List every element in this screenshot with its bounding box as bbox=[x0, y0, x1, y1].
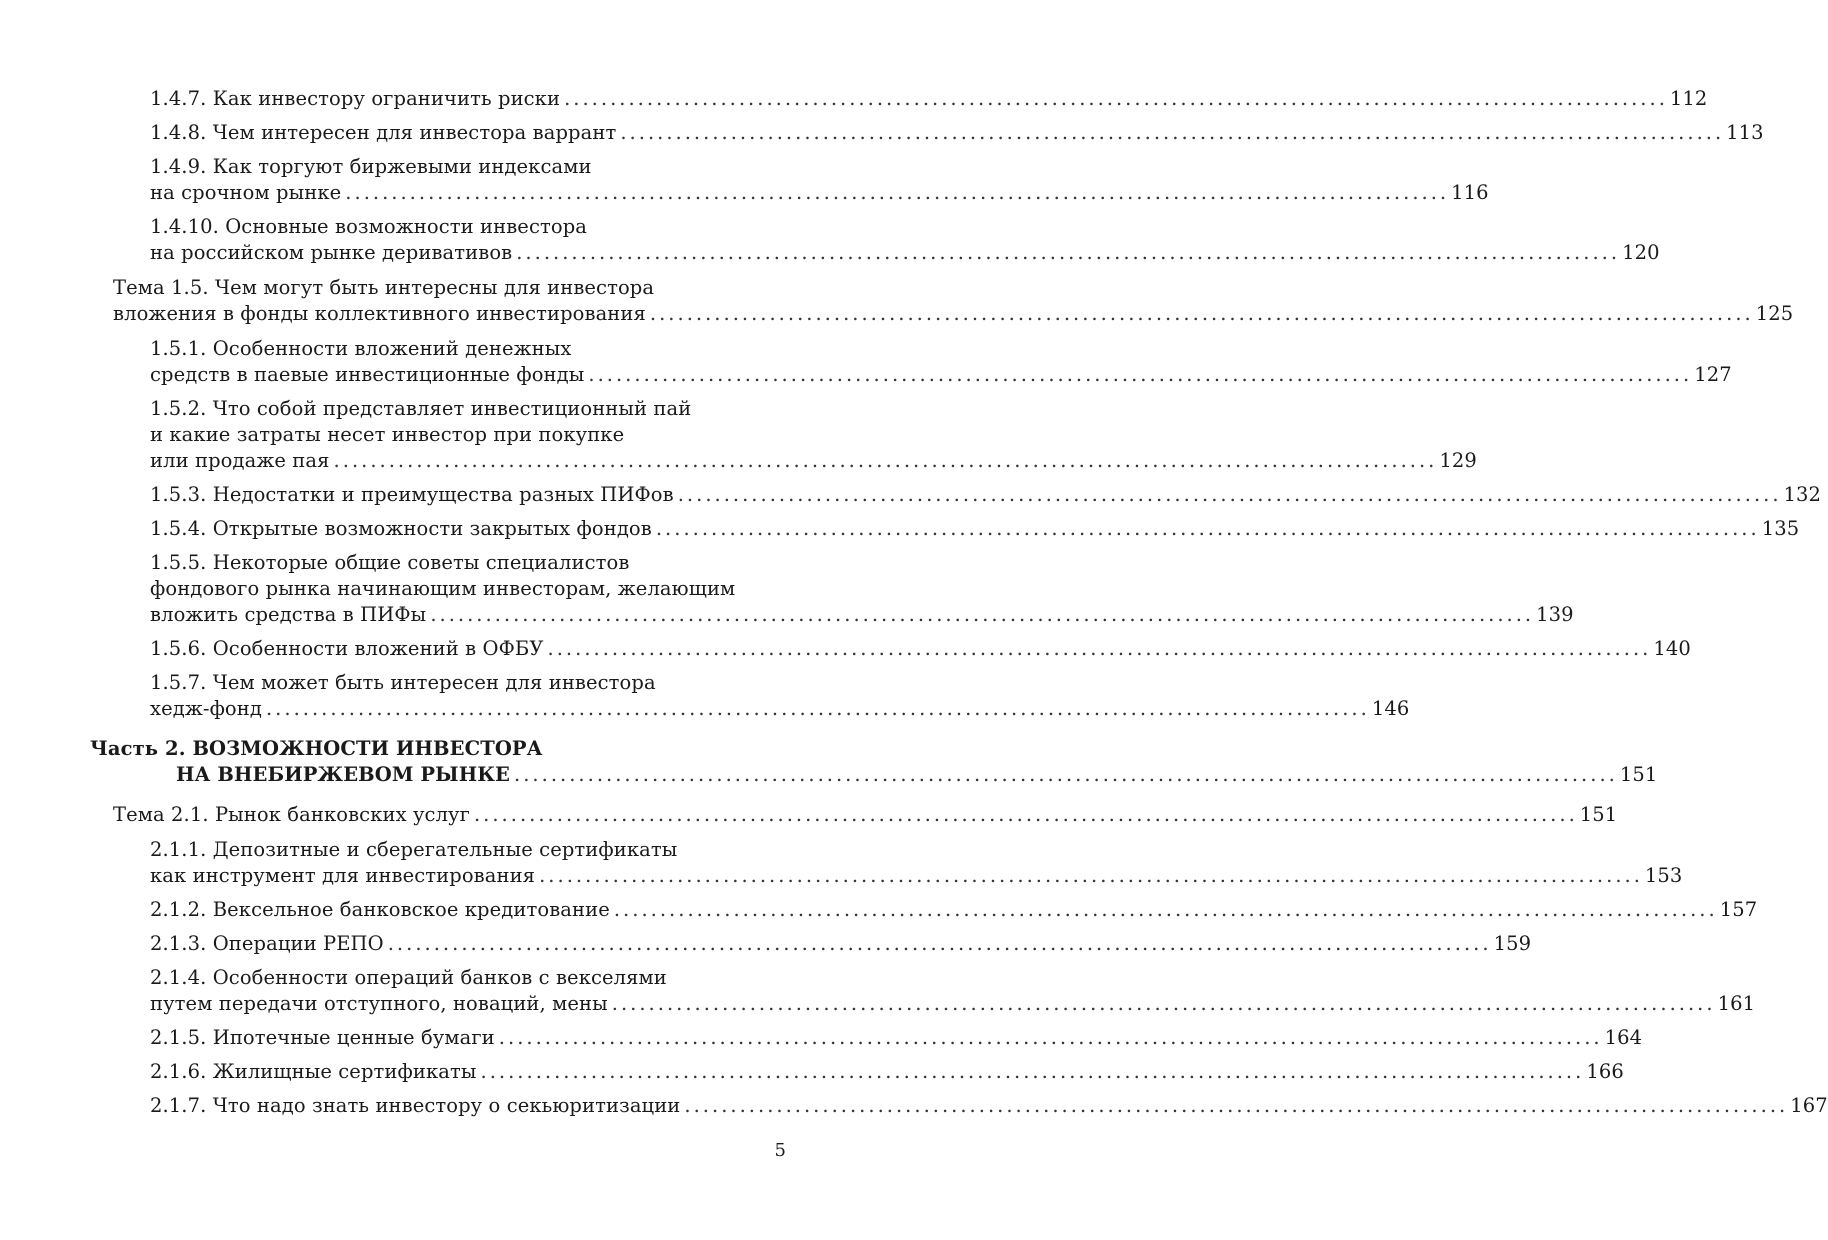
toc-section-entry[interactable] bbox=[150, 482, 1822, 508]
toc-entry-title-line: 2.1.1. Депозитные и сберегательные сертификаты bbox=[150, 838, 678, 861]
toc-section-entry[interactable] bbox=[150, 396, 1477, 474]
dot-leader: ........................................................................................................................ bbox=[620, 121, 1725, 144]
toc-entry-title-line: 1.5.1. Особенности вложений денежных bbox=[150, 337, 572, 360]
toc-entry-title-line: 2.1.2. Вексельное банковское кредитование bbox=[150, 898, 610, 921]
toc-entry-title-line: вложения в фонды коллективного инвестирования bbox=[113, 302, 646, 325]
toc-entry-page-number: 167 bbox=[1790, 1094, 1828, 1117]
dot-leader: ........................................................................................................................ bbox=[498, 1026, 1603, 1049]
toc-entry-page-number: 129 bbox=[1439, 449, 1477, 472]
toc-entry-page-number: 139 bbox=[1536, 603, 1574, 626]
toc-entry-page-number: 132 bbox=[1783, 483, 1822, 506]
toc-entry-title-line: вложить средства в ПИФы bbox=[150, 603, 427, 626]
dot-leader: ........................................................................................................................ bbox=[539, 864, 1643, 887]
toc-section-entry[interactable] bbox=[150, 1059, 1624, 1085]
toc-part-entry[interactable] bbox=[90, 736, 1658, 788]
dot-leader: ........................................................................................................................ bbox=[333, 449, 1438, 472]
toc-entry-page-number: 125 bbox=[1755, 302, 1794, 325]
toc-section-entry[interactable] bbox=[150, 516, 1800, 542]
toc-topic-entry[interactable] bbox=[113, 275, 1794, 327]
toc-entry-title-line: 2.1.7. Что надо знать инвестору о секьюритизации bbox=[150, 1094, 681, 1117]
toc-entry-title-line: 2.1.5. Ипотечные ценные бумаги bbox=[150, 1026, 495, 1049]
table-of-contents bbox=[0, 86, 1828, 1119]
toc-entry-title-line: Тема 2.1. Рынок банковских услуг bbox=[113, 803, 470, 826]
dot-leader: ........................................................................................................................ bbox=[265, 697, 1370, 720]
toc-section-entry[interactable] bbox=[150, 336, 1732, 388]
dot-leader: ........................................................................................................................ bbox=[684, 1094, 1789, 1117]
toc-entry-page-number: 116 bbox=[1451, 181, 1489, 204]
toc-entry-page-number: 120 bbox=[1622, 241, 1660, 264]
toc-entry-page-number: 166 bbox=[1586, 1060, 1624, 1083]
toc-entry-title-line: НА ВНЕБИРЖЕВОМ РЫНКЕ bbox=[176, 763, 511, 786]
toc-entry-title-line: 1.4.9. Как торгуют биржевыми индексами bbox=[150, 155, 592, 178]
toc-entry-page-number: 135 bbox=[1761, 517, 1800, 540]
toc-entry-title-line: 1.5.3. Недостатки и преимущества разных ПИФов bbox=[150, 483, 674, 506]
toc-section-entry[interactable] bbox=[150, 550, 1574, 628]
toc-entry-title-line: как инструмент для инвестирования bbox=[150, 864, 536, 887]
dot-leader: ........................................................................................................................ bbox=[613, 898, 1718, 921]
toc-entry-title-line: 1.4.10. Основные возможности инвестора bbox=[150, 215, 588, 238]
toc-entry-page-number: 153 bbox=[1644, 864, 1683, 887]
dot-leader: ........................................................................................................................ bbox=[345, 181, 1450, 204]
toc-entry-title-line: Тема 1.5. Чем могут быть интересны для инвестора bbox=[113, 276, 655, 299]
toc-section-entry[interactable] bbox=[150, 965, 1756, 1017]
toc-entry-title-line: 1.5.2. Что собой представляет инвестиционный пай bbox=[150, 397, 692, 420]
toc-entry-page-number: 157 bbox=[1719, 898, 1758, 921]
toc-section-entry[interactable] bbox=[150, 214, 1660, 266]
toc-entry-page-number: 159 bbox=[1493, 932, 1532, 955]
toc-section-entry[interactable] bbox=[150, 154, 1489, 206]
toc-entry-page-number: 146 bbox=[1371, 697, 1410, 720]
toc-entry-page-number: 113 bbox=[1726, 121, 1764, 144]
dot-leader: ........................................................................................................................ bbox=[547, 637, 1652, 660]
dot-leader: ........................................................................................................................ bbox=[611, 992, 1716, 1015]
dot-leader: ........................................................................................................................ bbox=[655, 517, 1760, 540]
toc-section-entry[interactable] bbox=[150, 1093, 1828, 1119]
toc-section-entry[interactable] bbox=[150, 931, 1532, 957]
toc-entry-title-line: и какие затраты несет инвестор при покупке bbox=[150, 423, 625, 446]
dot-leader: ........................................................................................................................ bbox=[430, 603, 1535, 626]
toc-entry-page-number: 164 bbox=[1604, 1026, 1643, 1049]
toc-section-entry[interactable] bbox=[150, 897, 1758, 923]
dot-leader: ........................................................................................................................ bbox=[677, 483, 1782, 506]
toc-entry-title-line: 1.5.5. Некоторые общие советы специалистов bbox=[150, 551, 630, 574]
toc-entry-title-line: 1.4.8. Чем интересен для инвестора варрант bbox=[150, 121, 617, 144]
toc-section-entry[interactable] bbox=[150, 86, 1708, 112]
toc-section-entry[interactable] bbox=[150, 120, 1764, 146]
dot-leader: ........................................................................................................................ bbox=[564, 87, 1668, 110]
dot-leader: ........................................................................................................................ bbox=[514, 763, 1618, 786]
toc-entry-page-number: 161 bbox=[1717, 992, 1756, 1015]
toc-entry-title-line: Часть 2. ВОЗМОЖНОСТИ ИНВЕСТОРА bbox=[90, 737, 543, 760]
dot-leader: ........................................................................................................................ bbox=[588, 363, 1693, 386]
toc-entry-title-line: фондового рынка начинающим инвесторам, желающим bbox=[150, 577, 736, 600]
toc-section-entry[interactable] bbox=[150, 670, 1410, 722]
toc-entry-title-line: 2.1.4. Особенности операций банков с векселями bbox=[150, 966, 667, 989]
toc-section-entry[interactable] bbox=[150, 1025, 1643, 1051]
dot-leader: ........................................................................................................................ bbox=[473, 803, 1578, 826]
toc-entry-page-number: 140 bbox=[1653, 637, 1691, 660]
toc-section-entry[interactable] bbox=[150, 636, 1691, 662]
toc-entry-page-number: 127 bbox=[1694, 363, 1732, 386]
toc-entry-title-line: на срочном рынке bbox=[150, 181, 342, 204]
toc-entry-title-line: 1.5.7. Чем может быть интересен для инвестора bbox=[150, 671, 656, 694]
toc-section-entry[interactable] bbox=[150, 837, 1683, 889]
toc-entry-page-number: 151 bbox=[1619, 763, 1658, 786]
toc-entry-title-line: 1.4.7. Как инвестору ограничить риски bbox=[150, 87, 561, 110]
dot-leader: ........................................................................................................................ bbox=[516, 241, 1621, 264]
dot-leader: ........................................................................................................................ bbox=[480, 1060, 1585, 1083]
toc-entry-page-number: 112 bbox=[1669, 87, 1708, 110]
toc-entry-title-line: хедж-фонд bbox=[150, 697, 262, 720]
toc-entry-title-line: или продаже пая bbox=[150, 449, 330, 472]
dot-leader: ........................................................................................................................ bbox=[649, 302, 1754, 325]
toc-topic-entry[interactable] bbox=[113, 802, 1618, 828]
page-number: 5 bbox=[774, 1140, 786, 1161]
toc-entry-title-line: средств в паевые инвестиционные фонды bbox=[150, 363, 585, 386]
toc-entry-title-line: путем передачи отступного, новаций, мены bbox=[150, 992, 608, 1015]
toc-entry-title-line: 1.5.4. Открытые возможности закрытых фондов bbox=[150, 517, 652, 540]
dot-leader: ........................................................................................................................ bbox=[387, 932, 1492, 955]
toc-entry-title-line: на российском рынке деривативов bbox=[150, 241, 513, 264]
toc-entry-title-line: 2.1.3. Операции РЕПО bbox=[150, 932, 384, 955]
toc-entry-title-line: 1.5.6. Особенности вложений в ОФБУ bbox=[150, 637, 544, 660]
toc-entry-title-line: 2.1.6. Жилищные сертификаты bbox=[150, 1060, 477, 1083]
toc-entry-page-number: 151 bbox=[1579, 803, 1618, 826]
